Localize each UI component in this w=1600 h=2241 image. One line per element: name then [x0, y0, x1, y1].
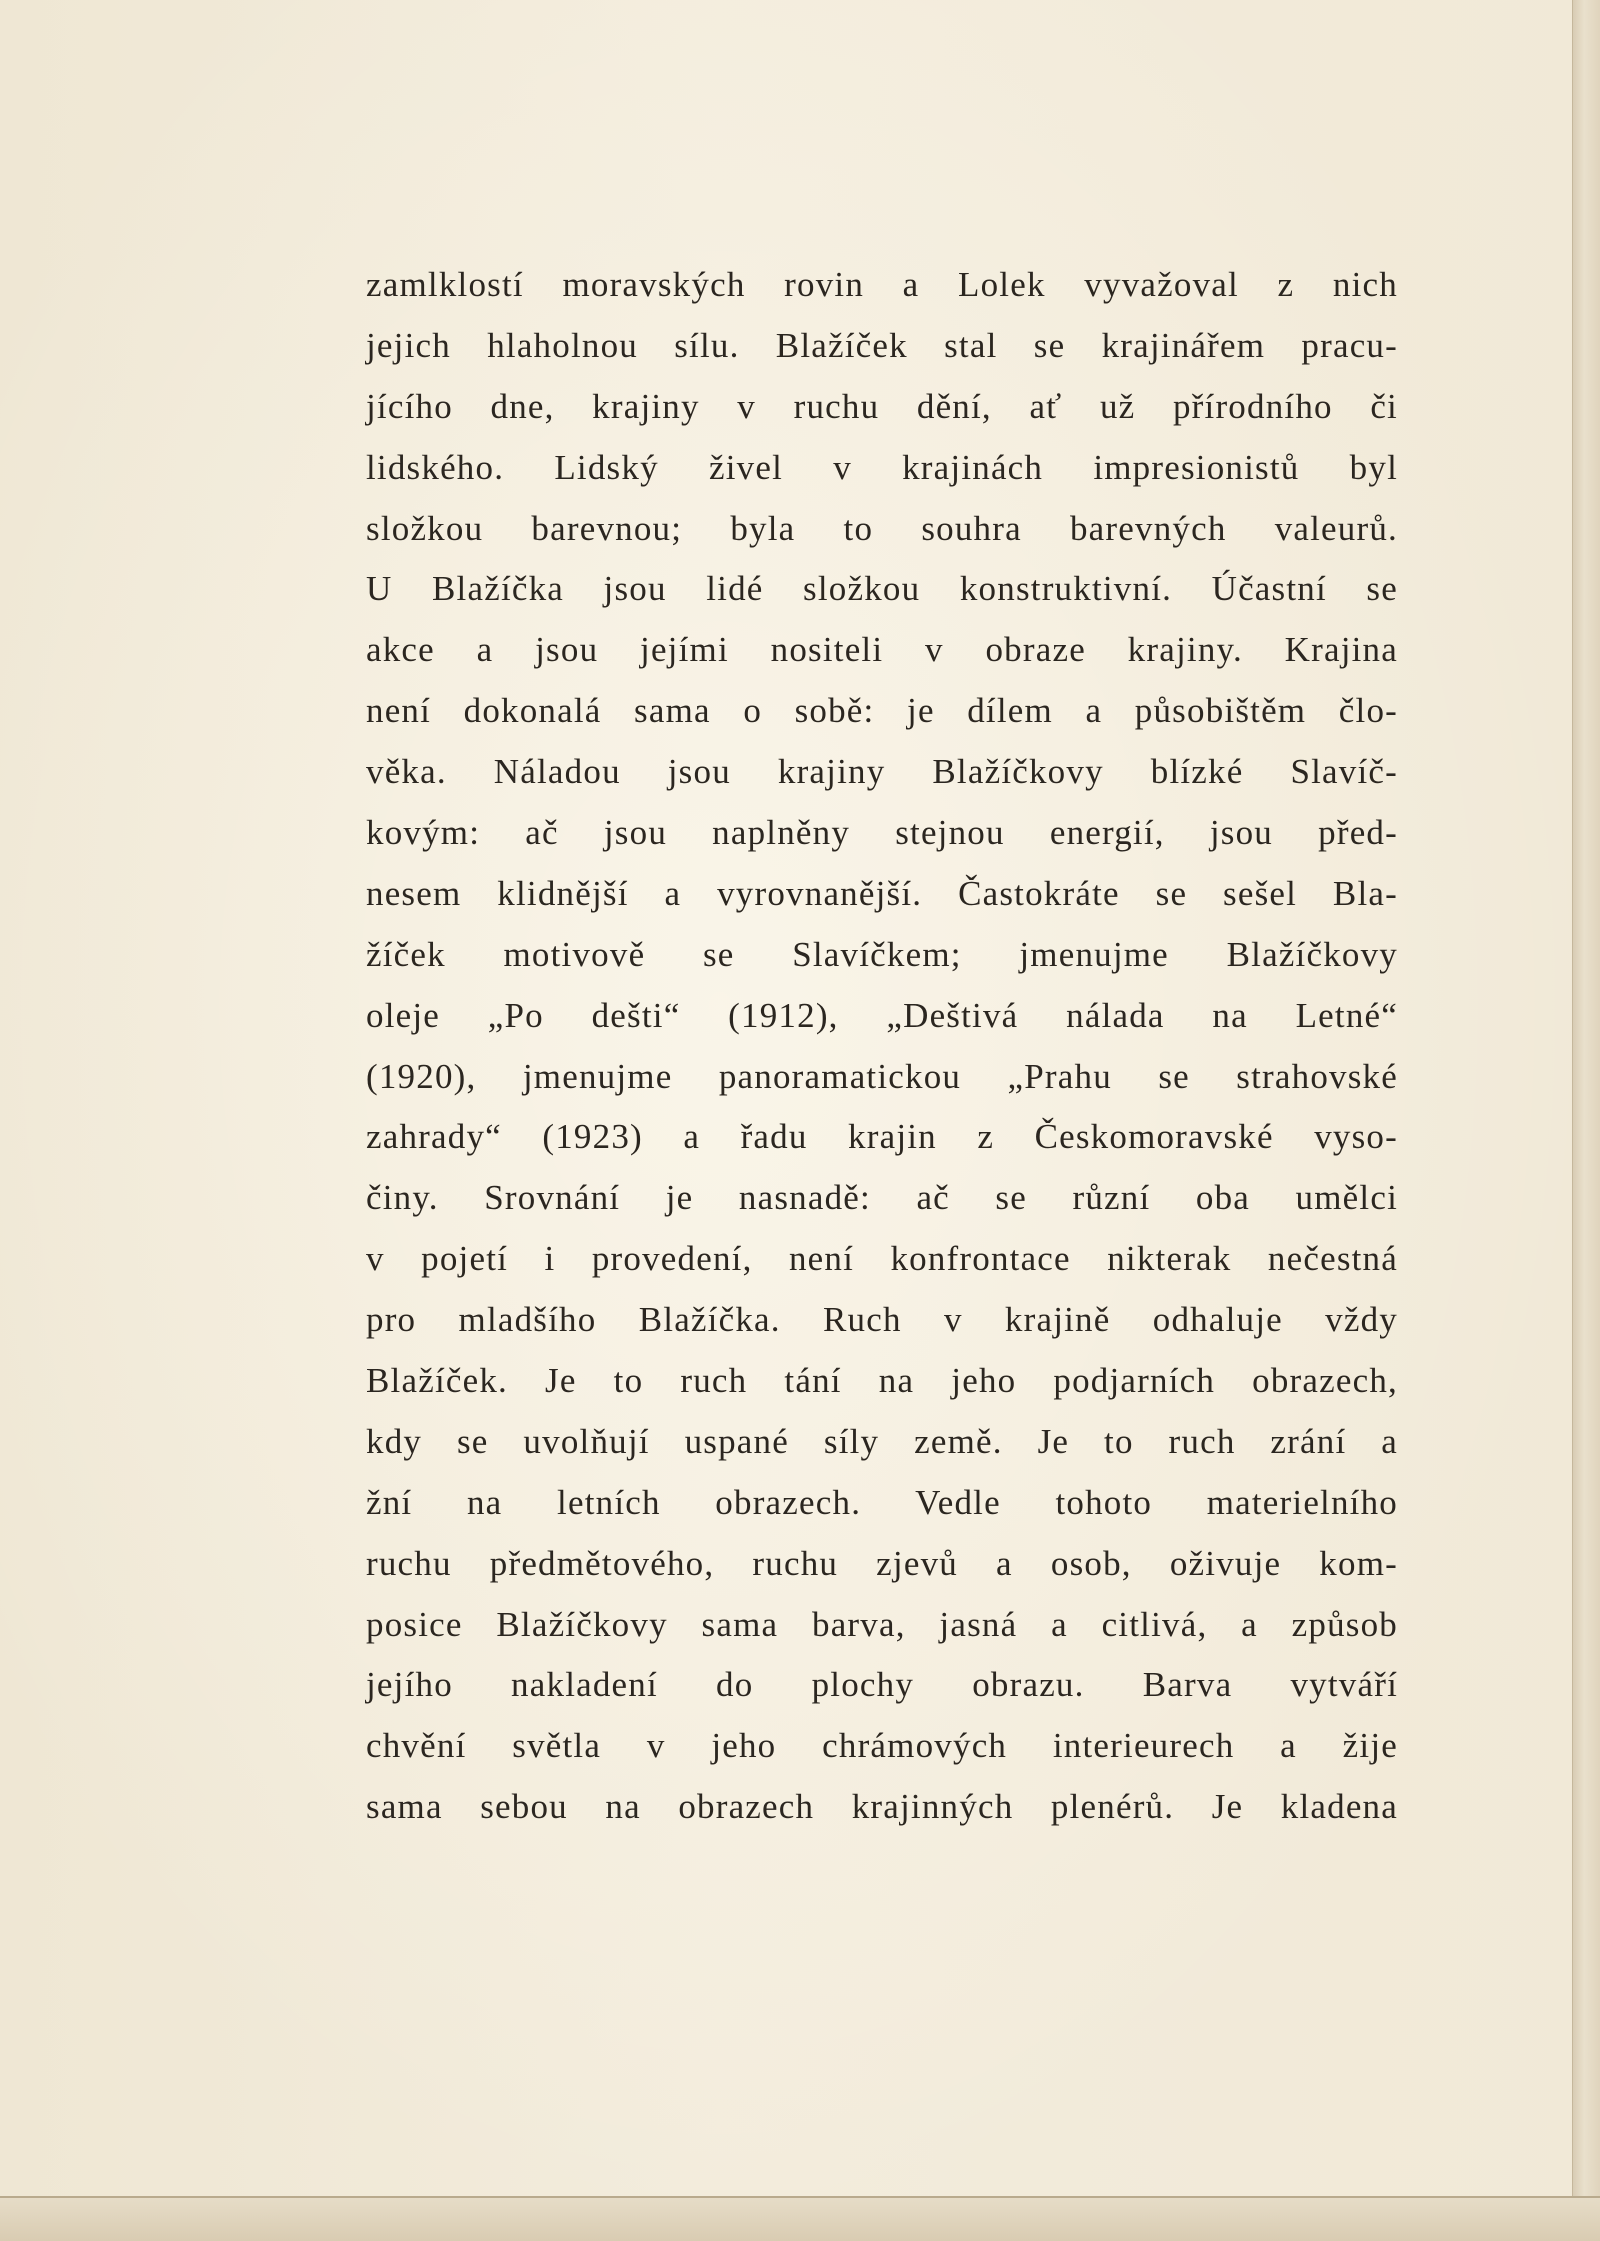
text-line: složkou barevnou; byla to souhra barevných valeurů.: [366, 508, 1398, 548]
text-line: lidského. Lidský živel v krajinách impresionistů byl: [366, 447, 1398, 487]
text-line: U Blažíčka jsou lidé složkou konstruktivní. Účastní se: [366, 569, 1398, 609]
text-line: chvění světla v jeho chrámových interieurech a žije: [366, 1726, 1398, 1766]
text-line: jejich hlaholnou sílu. Blažíček stal se krajinářem pracu-: [366, 325, 1398, 365]
body-text: [366, 255, 1398, 1838]
text-line: (1920), jmenujme panoramatickou „Prahu se strahovské: [366, 1056, 1398, 1096]
text-line: zahrady“ (1923) a řadu krajin z Českomoravské vyso-: [366, 1117, 1398, 1157]
text-line: zamlklostí moravských rovin a Lolek vyvažoval z nich: [366, 265, 1398, 304]
text-line: jejího nakladení do plochy obrazu. Barva vytváří: [366, 1665, 1398, 1705]
text-line: kovým: ač jsou naplněny stejnou energií, jsou před-: [366, 813, 1398, 853]
text-line: činy. Srovnání je nasnadě: ač se různí oba umělci: [366, 1178, 1398, 1218]
text-line: v pojetí i provedení, není konfrontace nikterak nečestná: [366, 1239, 1398, 1279]
text-line: kdy se uvolňují uspané síly země. Je to ruch zrání a: [366, 1421, 1398, 1461]
text-line: žíček motivově se Slavíčkem; jmenujme Blažíčkovy: [366, 934, 1398, 974]
text-line: žní na letních obrazech. Vedle tohoto materielního: [366, 1482, 1398, 1522]
text-line: není dokonalá sama o sobě: je dílem a působištěm člo-: [366, 691, 1398, 731]
text-line: pro mladšího Blažíčka. Ruch v krajině odhaluje vždy: [366, 1300, 1398, 1340]
text-line: oleje „Po dešti“ (1912), „Deštivá nálada na Letné“: [366, 995, 1398, 1035]
page-bottom-edge: [0, 2196, 1600, 2241]
text-line: jícího dne, krajiny v ruchu dění, ať už přírodního či: [366, 386, 1398, 426]
text-line: ruchu předmětového, ruchu zjevů a osob, oživuje kom-: [366, 1543, 1398, 1583]
text-line: nesem klidnější a vyrovnanější. Častokráte se sešel Bla-: [366, 873, 1398, 913]
text-line: akce a jsou jejími nositeli v obraze krajiny. Krajina: [366, 630, 1398, 670]
page-right-edge: [1572, 0, 1600, 2239]
text-line: sama sebou na obrazech krajinných plenérů. Je kladena: [366, 1787, 1398, 1827]
text-line: věka. Náladou jsou krajiny Blažíčkovy blízké Slavíč-: [366, 752, 1398, 792]
text-line: Blažíček. Je to ruch tání na jeho podjarních obrazech,: [366, 1361, 1398, 1401]
text-line: posice Blažíčkovy sama barva, jasná a citlivá, a způsob: [366, 1604, 1398, 1644]
